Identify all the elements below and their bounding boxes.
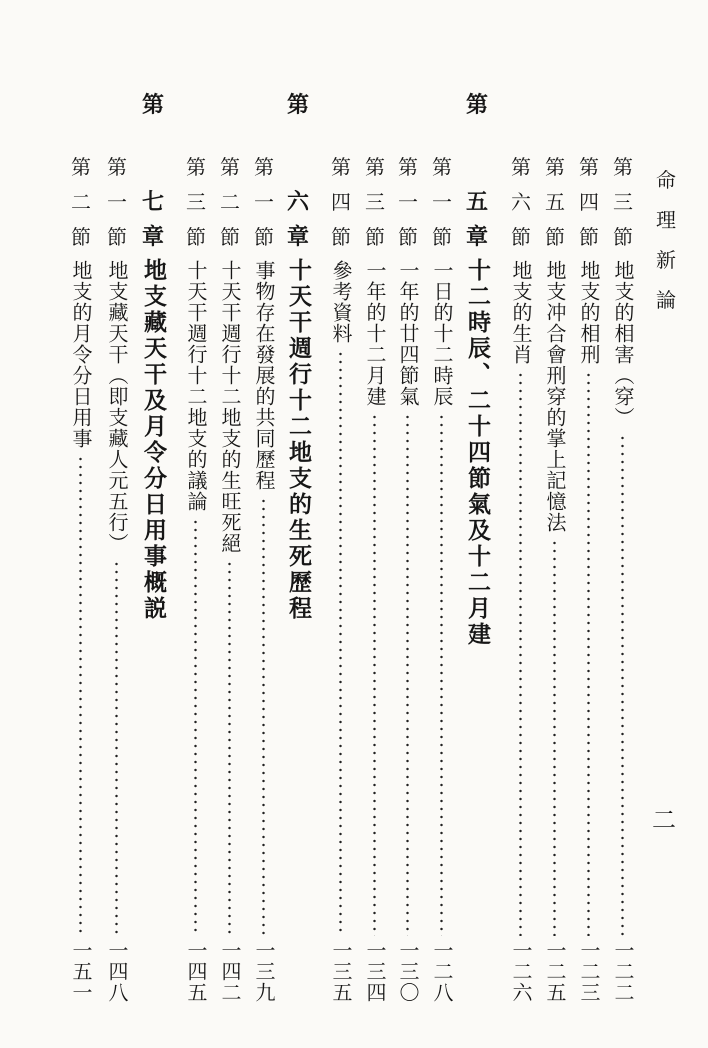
entry-label-char: 第 <box>432 155 452 179</box>
book-title-char: 論 <box>656 288 676 312</box>
chapter-title: 十二時辰、二十四節氣及十二月建 <box>464 258 491 648</box>
leader-dots <box>373 413 376 936</box>
entry-label <box>102 150 132 255</box>
page-ref: 一三四 <box>363 940 387 1003</box>
entry-label-char: 三 <box>186 190 206 214</box>
entry-label-char: 節 <box>579 225 599 249</box>
entry-label-char: 五 <box>465 189 488 215</box>
leader-dots <box>262 497 265 936</box>
page-number: 二 <box>652 806 676 834</box>
toc-section-entry <box>360 150 390 1003</box>
toc-chapter-entry <box>283 88 313 1003</box>
entry-label-char: 第 <box>186 155 206 179</box>
entry-label-char: 第 <box>254 155 274 179</box>
leader-dots <box>228 560 231 936</box>
entry-label-char: 第 <box>71 155 91 179</box>
section-title: 一年的十二月建 <box>363 260 387 407</box>
entry-label <box>608 150 638 255</box>
page-ref: 一五一 <box>69 940 93 1003</box>
leader-dots <box>194 518 197 936</box>
spacer <box>138 123 168 185</box>
book-title-char: 新 <box>656 248 676 272</box>
entry-label-char: 一 <box>107 190 127 214</box>
entry-label-char: 第 <box>220 155 240 179</box>
section-title: 十天干週行十二地支的議論 <box>184 260 208 512</box>
toc-chapter-entry <box>462 88 492 1003</box>
entry-label-char: 節 <box>254 225 274 249</box>
book-title-char: 理 <box>656 208 676 232</box>
section-title: 地支的相害（穿） <box>611 260 635 428</box>
entry-label-char: 四 <box>579 190 599 214</box>
page-ref: 一三五 <box>329 940 353 1003</box>
leader-dots <box>440 413 443 936</box>
entry-label-char: 第 <box>579 155 599 179</box>
entry-label <box>540 150 570 255</box>
entry-label-char: 六 <box>511 190 531 214</box>
toc-section-entry <box>181 150 211 1003</box>
toc-section-entry <box>506 150 536 1003</box>
entry-label <box>326 150 356 255</box>
entry-label-char: 二 <box>220 190 240 214</box>
chapter-title: 地支藏天干及月令分日用事概説 <box>140 258 167 622</box>
leader-dots <box>553 539 556 936</box>
chapter-label-char: 第 <box>465 92 488 118</box>
toc-section-entry <box>574 150 604 1003</box>
entry-label-char: 三 <box>365 190 385 214</box>
page-ref: 一四八 <box>105 940 129 1003</box>
section-title: 十天干週行十二地支的生旺死絕 <box>218 260 242 554</box>
entry-label-char: 第 <box>107 155 127 179</box>
entry-label-char: 節 <box>71 225 91 249</box>
leader-dots <box>79 455 82 936</box>
entry-label-char: 第 <box>331 155 351 179</box>
chapter-title: 十天干週行十二地支的生死歷程 <box>285 258 312 622</box>
toc-section-entry <box>427 150 457 1003</box>
toc-section-entry <box>608 150 638 1003</box>
toc-section-entry <box>326 150 356 1003</box>
section-title: 地支藏天干（即支藏人元五行） <box>105 260 129 554</box>
leader-dots <box>339 350 342 936</box>
entry-label-char: 六 <box>286 189 309 215</box>
entry-label-char: 一 <box>254 190 274 214</box>
section-title: 一年的廿四節氣 <box>396 260 420 407</box>
section-title: 一日的十二時辰 <box>430 260 454 407</box>
entry-label-char: 節 <box>220 225 240 249</box>
entry-label-char: 第 <box>398 155 418 179</box>
entry-label <box>283 88 313 255</box>
entry-label-char: 節 <box>365 225 385 249</box>
toc-section-entry <box>102 150 132 1003</box>
entry-label-char: 一 <box>398 190 418 214</box>
chapter-label-char: 第 <box>141 92 164 118</box>
entry-label-char: 第 <box>511 155 531 179</box>
entry-label <box>360 150 390 255</box>
leader-dots <box>587 371 590 936</box>
entry-label-char: 節 <box>432 225 452 249</box>
page-ref: 一三九 <box>252 940 276 1003</box>
entry-label-char: 章 <box>286 224 309 250</box>
entry-label-char: 節 <box>545 225 565 249</box>
entry-label <box>427 150 457 255</box>
entry-label-char: 節 <box>331 225 351 249</box>
entry-label-char: 章 <box>465 224 488 250</box>
toc-section-entry <box>393 150 423 1003</box>
toc-section-entry <box>249 150 279 1003</box>
entry-label <box>574 150 604 255</box>
book-title-char: 命 <box>656 168 676 192</box>
entry-label <box>66 150 96 255</box>
spacer <box>462 123 492 185</box>
section-title: 地支的相刑 <box>577 260 601 365</box>
book-title <box>648 160 684 320</box>
entry-label-char: 節 <box>398 225 418 249</box>
section-title: 地支的生肖 <box>509 260 533 365</box>
entry-label-char: 四 <box>331 190 351 214</box>
toc-section-entry <box>66 150 96 1003</box>
toc-chapter-entry <box>138 88 168 1003</box>
entry-label <box>506 150 536 255</box>
section-title: 參考資料 <box>329 260 353 344</box>
page-ref: 一三〇 <box>396 940 420 1003</box>
entry-label-char: 章 <box>141 224 164 250</box>
entry-label-char: 五 <box>545 190 565 214</box>
page-ref: 一二八 <box>430 940 454 1003</box>
chapter-label-char: 第 <box>286 92 309 118</box>
entry-label-char: 三 <box>613 190 633 214</box>
section-title: 地支冲合會刑穿的掌上記憶法 <box>543 260 567 533</box>
entry-label-char: 二 <box>71 190 91 214</box>
entry-label-char: 節 <box>511 225 531 249</box>
entry-label <box>215 150 245 255</box>
toc-section-entry <box>540 150 570 1003</box>
leader-dots <box>519 371 522 936</box>
section-title: 地支的月令分日用事 <box>69 260 93 449</box>
page-ref: 一二六 <box>509 940 533 1003</box>
entry-label <box>462 88 492 255</box>
page-ref: 一四二 <box>218 940 242 1003</box>
entry-label-char: 節 <box>186 225 206 249</box>
entry-label-char: 一 <box>432 190 452 214</box>
page-ref: 一二二 <box>611 940 635 1003</box>
entry-label-char: 第 <box>613 155 633 179</box>
entry-label <box>393 150 423 255</box>
page-ref: 一二五 <box>543 940 567 1003</box>
leader-dots <box>115 560 118 936</box>
entry-label <box>138 88 168 255</box>
page-ref: 一四五 <box>184 940 208 1003</box>
entry-label-char: 第 <box>365 155 385 179</box>
entry-label-char: 節 <box>107 225 127 249</box>
section-title: 事物存在發展的共同歷程 <box>252 260 276 491</box>
entry-label-char: 七 <box>141 189 164 215</box>
entry-label-char: 節 <box>613 225 633 249</box>
entry-label <box>181 150 211 255</box>
spacer <box>283 123 313 185</box>
page-ref: 一二三 <box>577 940 601 1003</box>
leader-dots <box>406 413 409 936</box>
entry-label <box>249 150 279 255</box>
leader-dots <box>621 434 624 936</box>
toc-section-entry <box>215 150 245 1003</box>
entry-label-char: 第 <box>545 155 565 179</box>
